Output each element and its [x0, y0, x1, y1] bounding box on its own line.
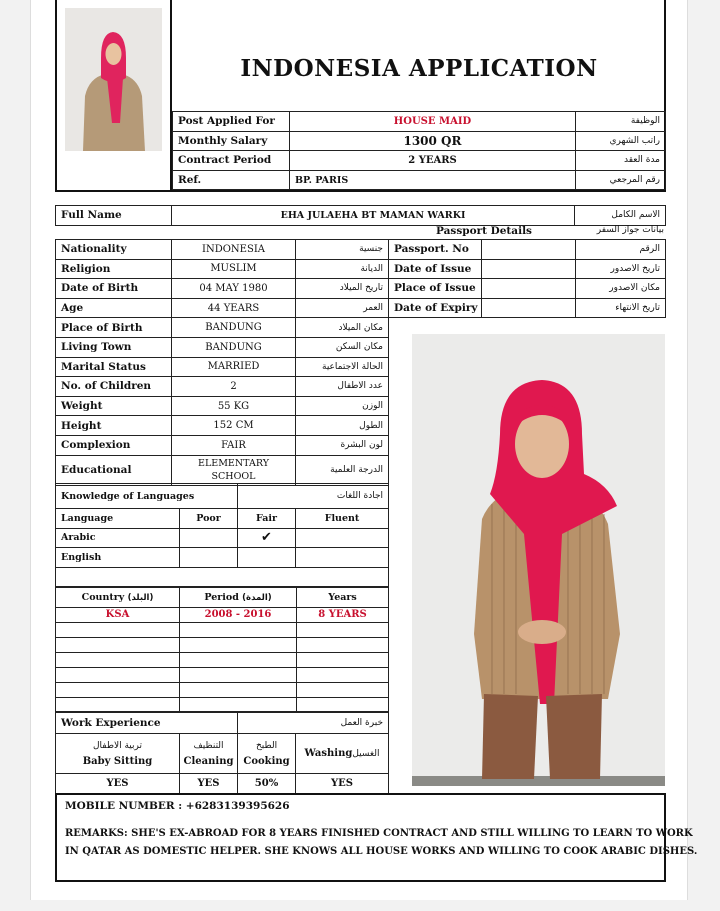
dob-ar: تاريخ الميلاد — [296, 279, 389, 299]
ref-ar: رقم المرجعي — [576, 170, 666, 190]
lang-col-language: Language — [56, 509, 180, 529]
issue-place-label: Place of Issue — [389, 279, 482, 299]
passport-no-label: Passport. No — [389, 240, 482, 260]
empty-cell — [56, 697, 180, 712]
language-row — [56, 528, 389, 548]
weight-value: 55 KG — [172, 396, 296, 416]
height-value: 152 CM — [172, 416, 296, 436]
passport-title: Passport Details — [436, 225, 532, 237]
educational-label: Educational — [56, 455, 172, 485]
page-title: INDONESIA APPLICATION — [240, 55, 598, 82]
header-row — [173, 131, 666, 151]
marital-label: Marital Status — [56, 357, 172, 377]
exp-col-country — [56, 588, 180, 608]
languages-ar: اجادة اللغات — [238, 484, 389, 509]
skill-baby-sitting-ar: تربية الاطفال — [92, 740, 142, 751]
work-experience-label: Work Experience — [56, 712, 238, 734]
empty-cell — [180, 697, 297, 712]
skill-washing-ar: الغسيل — [352, 749, 380, 759]
empty-cell — [180, 652, 297, 667]
educational-ar: الدرجة العلمية — [296, 455, 389, 485]
age-value: 44 YEARS — [172, 298, 296, 318]
marital-value: MARRIED — [172, 357, 296, 377]
full-name-value: EHA JULAEHA BT MAMAN WARKI — [172, 206, 575, 226]
skill-cleaning-ar: التنظيف — [193, 740, 224, 751]
lang-english-fair — [238, 548, 296, 568]
skill-baby-sitting-value: YES — [56, 774, 180, 794]
height-ar: الطول — [296, 416, 389, 436]
complexion-value: FAIR — [172, 435, 296, 455]
skill-cooking — [238, 734, 296, 774]
dob-value: 04 MAY 1980 — [172, 279, 296, 299]
passport-no-value — [482, 240, 576, 260]
passport-title-ar: بيانات جواز السفر — [596, 225, 664, 235]
person-photo-large-icon — [412, 334, 665, 786]
weight-label: Weight — [56, 396, 172, 416]
passport-table — [388, 239, 666, 318]
issue-date-label: Date of Issue — [389, 259, 482, 279]
religion-value: MUSLIM — [172, 259, 296, 279]
empty-cell — [297, 622, 389, 637]
skill-cleaning-en: Cleaning — [183, 755, 234, 767]
empty-cell — [56, 637, 180, 652]
exp-col-period-en: Period — [204, 591, 239, 603]
complexion-ar: لون البشرة — [296, 435, 389, 455]
exp-years: 8 YEARS — [297, 607, 389, 622]
contract-value: 2 YEARS — [290, 151, 576, 171]
salary-value: 1300 QR — [290, 131, 576, 151]
children-ar: عدد الاطفال — [296, 377, 389, 397]
lang-arabic-fluent — [296, 528, 389, 548]
empty-cell — [297, 637, 389, 652]
languages-label: Knowledge of Languages — [56, 484, 238, 509]
empty-cell — [180, 637, 297, 652]
exp-col-period-ar: (المدة) — [242, 592, 272, 603]
nationality-ar: جنسية — [296, 240, 389, 260]
lang-english-poor — [180, 548, 238, 568]
experience-table — [55, 587, 389, 713]
empty-cell — [56, 667, 180, 682]
skills-table — [55, 711, 389, 794]
salary-label: Monthly Salary — [173, 131, 290, 151]
educational-value — [172, 455, 296, 485]
nationality-label: Nationality — [56, 240, 172, 260]
remarks-box — [55, 793, 698, 882]
skill-washing — [296, 734, 389, 774]
skill-cleaning — [180, 734, 238, 774]
skill-cooking-ar: الطبخ — [255, 740, 278, 751]
exp-col-country-en: Country — [81, 591, 125, 603]
empty-cell — [180, 622, 297, 637]
exp-col-period — [180, 588, 297, 608]
passport-no-ar: الرقم — [576, 240, 666, 260]
living-ar: مكان السكن — [296, 337, 389, 357]
educational-line-1: ELEMENTARY — [198, 458, 269, 470]
pob-value: BANDUNG — [172, 318, 296, 338]
post-label: Post Applied For — [173, 112, 290, 132]
lang-col-fair: Fair — [238, 509, 296, 529]
personal-table — [55, 239, 389, 486]
lang-arabic-poor — [180, 528, 238, 548]
work-experience-ar: خبرة العمل — [238, 712, 389, 734]
contract-ar: مدة العقد — [576, 151, 666, 171]
exp-col-years: Years — [297, 588, 389, 608]
religion-label: Religion — [56, 259, 172, 279]
spacer-row — [56, 567, 389, 587]
lang-arabic-name: Arabic — [56, 528, 180, 548]
skill-cooking-en: Cooking — [243, 755, 290, 767]
mobile-number: MOBILE NUMBER : +6283139395626 — [65, 800, 290, 812]
empty-cell — [297, 682, 389, 697]
ref-label: Ref. — [173, 170, 290, 190]
exp-country: KSA — [56, 607, 180, 622]
empty-cell — [297, 652, 389, 667]
header-row — [173, 170, 666, 190]
languages-table — [55, 483, 389, 587]
nationality-value: INDONESIA — [172, 240, 296, 260]
full-name-ar: الاسم الكامل — [575, 206, 666, 226]
issue-place-ar: مكان الاصدور — [576, 279, 666, 299]
exp-period: 2008 - 2016 — [180, 607, 297, 622]
religion-ar: الديانة — [296, 259, 389, 279]
issue-place-value — [482, 279, 576, 299]
lang-arabic-fair-check-icon: ✔ — [238, 528, 296, 548]
skill-baby-sitting-en: Baby Sitting — [82, 755, 153, 767]
height-label: Height — [56, 416, 172, 436]
language-row — [56, 548, 389, 568]
empty-cell — [56, 622, 180, 637]
lang-english-name: English — [56, 548, 180, 568]
header-table — [172, 111, 666, 190]
empty-cell — [180, 667, 297, 682]
age-ar: العمر — [296, 298, 389, 318]
pob-label: Place of Birth — [56, 318, 172, 338]
header-row — [173, 151, 666, 171]
children-value: 2 — [172, 377, 296, 397]
lang-col-fluent: Fluent — [296, 509, 389, 529]
lang-english-fluent — [296, 548, 389, 568]
expiry-label: Date of Expiry — [389, 298, 482, 318]
issue-date-ar: تاريخ الاصدور — [576, 259, 666, 279]
lang-col-poor: Poor — [180, 509, 238, 529]
complexion-label: Complexion — [56, 435, 172, 455]
living-value: BANDUNG — [172, 337, 296, 357]
post-ar: الوظيفة — [576, 112, 666, 132]
empty-cell — [297, 667, 389, 682]
expiry-value — [482, 298, 576, 318]
issue-date-value — [482, 259, 576, 279]
empty-cell — [297, 697, 389, 712]
living-label: Living Town — [56, 337, 172, 357]
person-photo-small-icon — [65, 8, 162, 151]
skill-washing-value: YES — [296, 774, 389, 794]
skill-baby-sitting — [56, 734, 180, 774]
empty-cell — [56, 652, 180, 667]
skill-cleaning-value: YES — [180, 774, 238, 794]
children-label: No. of Children — [56, 377, 172, 397]
weight-ar: الوزن — [296, 396, 389, 416]
skill-washing-en: Washing — [304, 748, 353, 759]
pob-ar: مكان الميلاد — [296, 318, 389, 338]
header-row — [173, 112, 666, 132]
remarks-line-2: IN QATAR AS DOMESTIC HELPER. SHE KNOWS ALL HOUSE WORKS AND WILLING TO COOK ARABIC DISHES. — [65, 846, 698, 857]
post-value: HOUSE MAID — [290, 112, 576, 132]
exp-col-country-ar: (البلد) — [127, 592, 154, 603]
contract-label: Contract Period — [173, 151, 290, 171]
empty-cell — [56, 682, 180, 697]
ref-value: BP. PARIS — [290, 170, 576, 190]
full-name-label: Full Name — [56, 206, 172, 226]
full-name-table — [55, 205, 666, 226]
marital-ar: الحالة الاجتماعية — [296, 357, 389, 377]
skill-cooking-value: 50% — [238, 774, 296, 794]
educational-line-2: SCHOOL — [211, 471, 256, 483]
empty-cell — [180, 682, 297, 697]
small-photo — [65, 8, 162, 151]
remarks-line-1: REMARKS: SHE'S EX-ABROAD FOR 8 YEARS FINISHED CONTRACT AND STILL WILLING TO LEARN TO WORK — [65, 828, 693, 839]
dob-label: Date of Birth — [56, 279, 172, 299]
main-photo — [412, 334, 665, 786]
experience-row — [56, 607, 389, 622]
expiry-ar: تاريخ الانتهاء — [576, 298, 666, 318]
age-label: Age — [56, 298, 172, 318]
salary-ar: راتب الشهري — [576, 131, 666, 151]
